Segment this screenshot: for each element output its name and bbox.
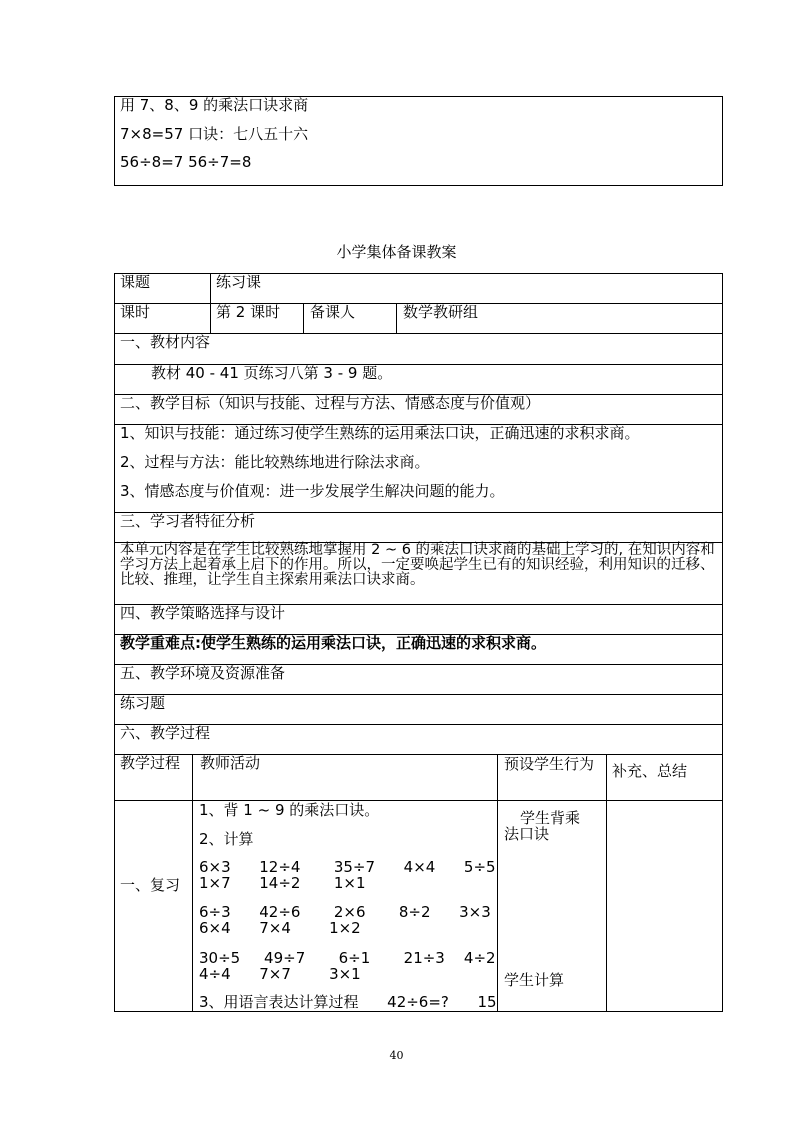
top-line-2: 7×8=57 口诀：七八五十六 [120,125,309,143]
section3-title: 三、学习者特征分析 [120,512,256,530]
page-number: 40 [389,1049,404,1062]
period-label: 课时 [120,303,151,321]
teacher-item: 1、背 1 ~ 9 的乘法口诀。 [199,801,380,819]
student-item: 学生背乘法口诀 [504,809,581,843]
student-item: 学生计算 [504,971,565,989]
row-divider [114,694,723,695]
teacher-item: 3、用语言表达计算过程 42÷6=? 15 [199,993,497,1011]
preparer-label: 备课人 [310,303,356,321]
key-point: 教学重难点:使学生熟练的运用乘法口诀，正确迅速的求积求商。 [120,634,547,652]
period-value: 第 2 课时 [216,303,281,321]
section5-title: 五、教学环境及资源准备 [120,664,286,682]
section6-title: 六、教学过程 [120,724,211,742]
header-student: 预设学生行为 [504,755,595,773]
teacher-item: 4÷4 7×7 3×1 [199,965,361,983]
col-divider [303,303,304,334]
teacher-item: 6×4 7×4 1×2 [199,919,361,937]
teacher-item: 2、计算 [199,830,254,848]
section5-content: 练习题 [120,694,166,712]
header-process: 教学过程 [120,754,181,772]
goal-2: 2、过程与方法：能比较熟练地进行除法求商。 [120,453,430,471]
preparer-value: 数学教研组 [403,303,479,321]
teacher-item: 30÷5 49÷7 6÷1 21÷3 4÷2 [199,949,496,967]
topic-value: 练习课 [216,273,262,291]
section1-content: 教材 40 - 41 页练习八第 3 - 9 题。 [151,364,393,382]
col-divider [192,754,193,1012]
col-divider [210,273,211,334]
goal-3: 3、情感态度与价值观：进一步发展学生解决问题的能力。 [120,482,505,500]
section2-title: 二、教学目标（知识与技能、过程与方法、情感态度与价值观） [120,394,541,412]
teacher-item: 6÷3 42÷6 2×6 8÷2 3×3 [199,903,491,921]
stage-label: 一、复习 [120,876,181,894]
top-line-1: 用 7、8、9 的乘法口诀求商 [120,96,309,114]
col-divider [497,754,498,1012]
top-line-3: 56÷8=7 56÷7=8 [120,153,252,171]
section4-title: 四、教学策略选择与设计 [120,604,286,622]
teacher-item: 6×3 12÷4 35÷7 4×4 5÷5 [199,858,496,876]
header-summary: 补充、总结 [612,762,688,780]
goal-1: 1、知识与技能：通过练习使学生熟练的运用乘法口诀，正确迅速的求积求商。 [120,424,640,442]
section3-content: 本单元内容是在学生比较熟练地掌握用 2 ~ 6 的乘法口诀求商的基础上学习的, 在知识内容和学习方法上起着承上启下的作用。所以，一定要唤起学生已有的知识经验，利用知识的迁移、比较、推理，让学生自主探索用乘法口诀求商。 [120,542,715,588]
document-title: 小学集体备课教案 [336,243,457,261]
col-divider [606,754,607,1012]
topic-label: 课题 [120,273,151,291]
teacher-item: 1×7 14÷2 1×1 [199,874,366,892]
section1-title: 一、教材内容 [120,333,211,351]
col-divider [396,303,397,334]
header-teacher: 教师活动 [200,754,261,772]
